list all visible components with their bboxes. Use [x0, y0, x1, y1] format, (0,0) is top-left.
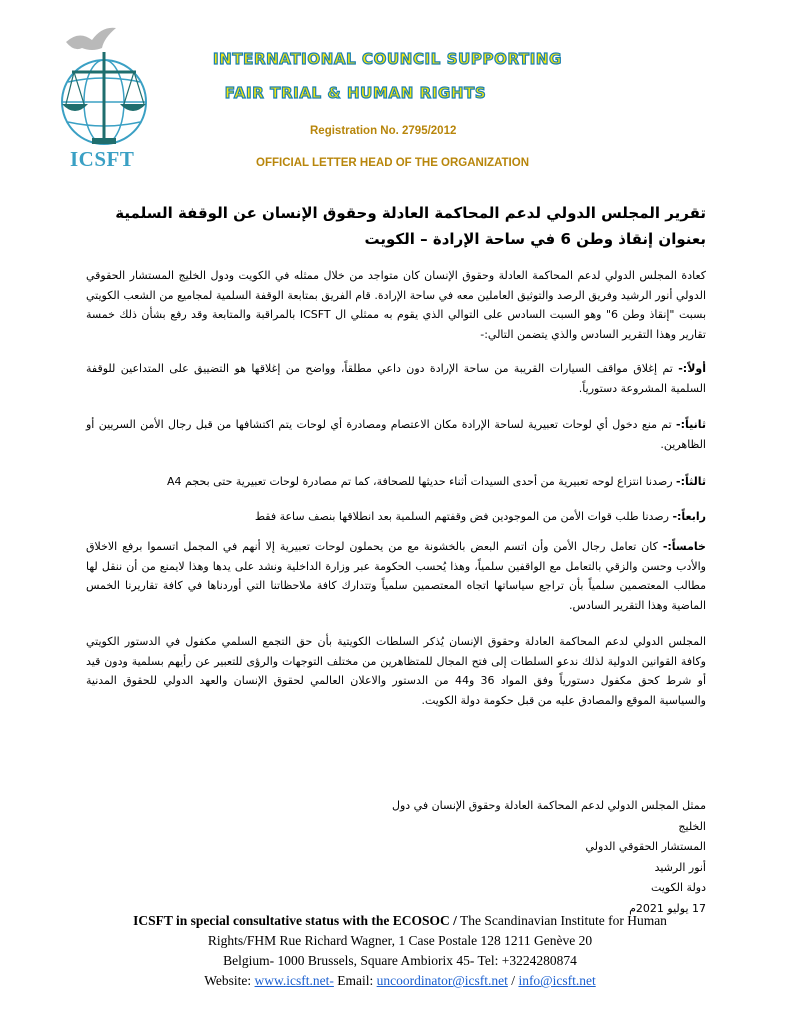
point-1-text: تم إغلاق مواقف السيارات القريبة من ساحة الإرادة دون داعي مطلقاً، وواضح من إغلاقها هو التضييق على المتداعين للوقفة السلمية المشروعة دستورياً.: [86, 362, 706, 395]
registration-number: Registration No. 2795/2012: [310, 125, 457, 137]
footer-line-1: [90, 911, 710, 931]
point-5-text: كان تعامل رجال الأمن وأن اتسم البعض بالخشونة مع من يحملون لوحات تعبيرية إلا أنهم في المجمل اتسموا برفع الاخلاق والأدب وحسن والزقي بالتعامل مع الواقفين سلمياً، وهذا يُحسب الحكومة عبر وزارة الداخلية ونشد على يدها وهذا لايمنع من أن ننقل لها مطالب المعتصمين سلمياً بأن تراجع سياساتها اتجاه المعتصمين سلمياً وتتدارك كافة ملاحظاتنا التي أوردناها في كافة تقاريرنا الخمس الماضية وهذا التقرير السادس.: [86, 540, 706, 612]
point-5: [86, 537, 706, 615]
intro-paragraph: كعادة المجلس الدولي لدعم المحاكمة العادلة وحقوق الإنسان كان متواجد من خلال ممثله في الكويت ودول الخليج المستشار الحقوقي الدولي أنور الرشيد وفريق الرصد والتوثيق العاملين معه في ساحة الإرادة. قام الفريق بمتابعة الوقفة السلمية لمجاميع من الشعب الكويتي بسبت "إنقاذ وطن 6" وهو السبت السادس على التوالي الذي يقوم به ممثلي ال ICSFT بالمراقبة والمتابعة وقد رفع بشأن ذلك خمسة تقارير وهذا التقرير السادس والذي يتضمن التالي:-: [86, 269, 707, 341]
footer-line-2: Rights/FHM Rue Richard Wagner, 1 Case Postale 128 1211 Genève 20: [207, 933, 593, 948]
point-4-label: رابعاً:-: [672, 510, 706, 523]
official-letterhead-caption: OFFICIAL LETTER HEAD OF THE ORGANIZATION: [256, 157, 530, 169]
email-separator: /: [507, 973, 519, 988]
email-link-coordinator[interactable]: uncoordinator@icsft.net: [376, 973, 508, 988]
signature-date: 17 يوليو 2021م: [629, 901, 706, 915]
point-3-label: ثالثاً:-: [676, 475, 706, 488]
report-title: تقرير المجلس الدولي لدعم المحاكمة العادلة وحقوق الإنسان عن الوقفة السلمية بعنوان إنقاذ وطن 6 في ساحة الإرادة – الكويت: [115, 204, 706, 248]
point-3: [86, 472, 706, 492]
point-1-label: أولاً:-: [678, 362, 706, 375]
logo-text: ICSFT: [70, 147, 135, 171]
org-name-line1: INTERNATIONAL COUNCIL SUPPORTING: [212, 50, 562, 68]
point-1: [86, 359, 706, 398]
website-label: Website:: [204, 973, 255, 988]
footer-line-4: [90, 971, 710, 991]
footer-consultative-status: ICSFT in special consultative status with the ECOSOC /: [133, 913, 457, 928]
footer-institute: The Scandinavian Institute for Human: [456, 913, 667, 928]
point-2-label: ثانياً:-: [676, 418, 706, 431]
footer-line-3: Belgium- 1000 Brussels, Square Ambiorix 45- Tel: +3224280874: [223, 953, 577, 968]
point-2: [86, 415, 706, 454]
signature-line-1: ممثل المجلس الدولي لدعم المحاكمة العادلة وحقوق الإنسان في دول الخليج: [391, 799, 706, 833]
point-4: [86, 507, 706, 527]
signature-line-4: دولة الكويت: [651, 881, 706, 894]
email-label: Email:: [333, 973, 377, 988]
signature-block: [86, 796, 706, 919]
email-link-info[interactable]: info@icsft.net: [518, 973, 596, 988]
point-4-text: رصدنا طلب قوات الأمن من الموجودين فض وقفتهم السلمية بعد انطلاقها بنصف ساعة فقط: [254, 510, 673, 523]
signature-line-3: أنور الرشيد: [654, 860, 706, 874]
org-name-line2: FAIR TRIAL & HUMAN RIGHTS: [224, 84, 487, 102]
point-5-label: خامساً:-: [662, 540, 706, 553]
closing-paragraph: المجلس الدولي لدعم المحاكمة العادلة وحقوق الإنسان يُذكر السلطات الكويتية بأن حق التجمع السلمي مكفول في الدستور الكويتي وكافة القوانين الدولية لذلك ندعو السلطات إلى فتح المجال للمتظاهرين من مختلف التوجهات والرؤى للتعبير عن رأيهم بسلمية ودون قيد أو شرط كحق مكفول دستورياً وفق المواد 36 و44 من الدستور والاعلان العالمي لحقوق الإنسان والعهد الدولي للحقوق المدنية والسياسية الموقع والمصادق عليه من قبل حكومة دولة الكويت.: [86, 635, 706, 707]
point-2-text: تم منع دخول أي لوحات تعبيرية لساحة الإرادة مكان الاعتصام ومصادرة أي لوحات يتم اكتشافها من قبل رجال الأمن السريين أو الظاهرين.: [86, 418, 706, 451]
footer: [90, 911, 710, 991]
point-3-text: رصدنا انتزاع لوحه تعبيرية من أحدى السيدات أثناء حديثها للصحافة، كما تم مصادرة لوحات تعبيرية حتى بحجم A4: [167, 475, 677, 488]
website-link[interactable]: www.icsft.net-: [254, 973, 334, 988]
signature-line-2: المستشار الحقوقي الدولي: [585, 840, 706, 853]
